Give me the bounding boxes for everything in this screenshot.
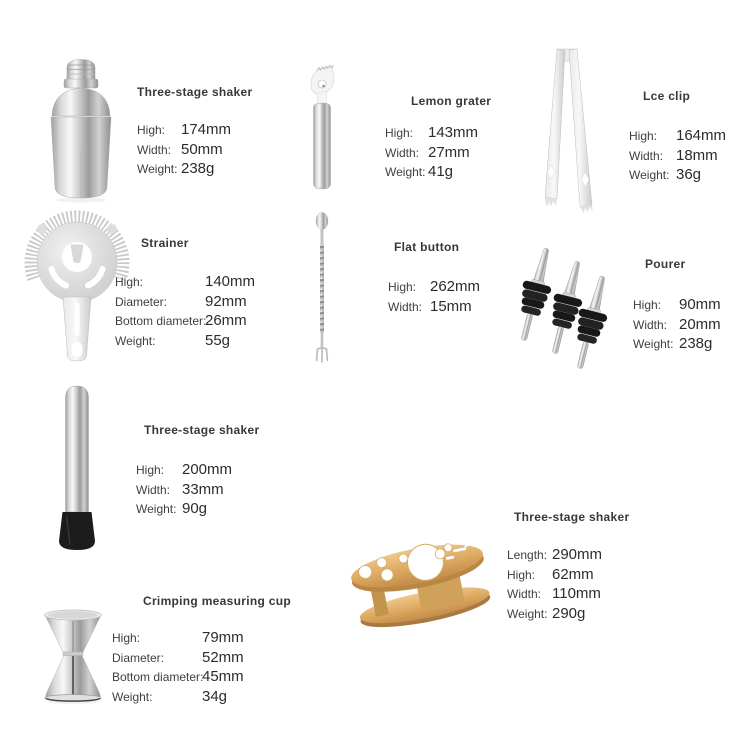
spec-row	[629, 147, 726, 164]
spec-label: Weight:	[385, 165, 426, 179]
spec-list	[385, 124, 478, 183]
spec-row	[385, 124, 478, 141]
spec-value: 27mm	[428, 143, 470, 161]
spec-value: 62mm	[552, 565, 594, 583]
spec-label: High:	[388, 280, 417, 294]
spec-label: Weight:	[629, 168, 670, 182]
spec-list	[507, 546, 602, 624]
spec-value: 52mm	[202, 648, 244, 666]
spec-label: Width:	[629, 148, 664, 163]
spec-row	[136, 500, 232, 517]
bar-spoon-image	[316, 213, 328, 363]
spec-value: 290g	[552, 604, 586, 622]
spec-row	[115, 332, 255, 349]
product-title: Three-stage shaker	[514, 510, 630, 524]
spec-row	[112, 668, 244, 685]
spec-label: Weight:	[115, 333, 156, 348]
spec-value: 50mm	[181, 140, 223, 158]
spec-value: 90mm	[679, 296, 721, 313]
spec-value: 90g	[182, 500, 208, 517]
spec-label: High:	[507, 567, 536, 582]
spec-row	[633, 296, 721, 313]
spec-label: Width:	[385, 145, 420, 160]
spec-value: 200mm	[182, 461, 233, 478]
spec-label: High:	[137, 123, 166, 137]
spec-list	[388, 278, 480, 317]
spec-label: Weight:	[112, 689, 153, 704]
spec-list	[137, 121, 231, 180]
spec-value: 55g	[205, 331, 231, 349]
spec-row	[507, 605, 602, 622]
spec-row	[137, 121, 231, 138]
spec-row	[137, 141, 231, 158]
spec-row	[633, 316, 721, 333]
spec-row	[112, 629, 244, 646]
spec-row	[115, 273, 255, 290]
spec-value: 79mm	[202, 629, 244, 646]
spec-row	[507, 546, 602, 563]
liquor-pourers-image	[510, 245, 617, 372]
spec-row	[115, 293, 255, 310]
spec-value: 41g	[428, 163, 454, 180]
spec-label: High:	[633, 298, 662, 312]
spec-label: Bottom diameter:	[112, 670, 204, 684]
spec-row	[136, 461, 232, 478]
spec-label: High:	[112, 631, 141, 645]
product-title: Crimping measuring cup	[143, 594, 291, 608]
spec-value: 174mm	[181, 121, 232, 138]
spec-label: Weight:	[137, 162, 178, 176]
spec-row	[137, 160, 231, 177]
spec-value: 92mm	[205, 292, 247, 310]
wooden-stand-image	[347, 534, 493, 635]
spec-value: 45mm	[202, 668, 244, 685]
spec-label: Weight:	[507, 606, 548, 621]
spec-value: 110mm	[552, 585, 601, 602]
spec-value: 143mm	[428, 124, 479, 141]
spec-list	[629, 127, 726, 186]
spec-label: Width:	[136, 482, 171, 497]
spec-row	[385, 163, 478, 180]
spec-value: 34g	[202, 687, 228, 705]
spec-label: Diameter:	[112, 650, 165, 665]
product-title: Lemon grater	[411, 94, 492, 108]
spec-label: Width:	[388, 299, 423, 314]
lemon-grater-image	[311, 65, 334, 189]
product-title: Lce clip	[643, 89, 691, 103]
spec-value: 20mm	[679, 315, 721, 333]
spec-value: 18mm	[676, 146, 718, 164]
spec-value: 15mm	[430, 297, 472, 315]
spec-row	[112, 688, 244, 705]
spec-label: High:	[115, 275, 144, 289]
spec-label: High:	[385, 126, 414, 140]
cocktail-shaker-image	[51, 60, 111, 203]
spec-label: Width:	[633, 317, 668, 332]
measuring-cup-image	[45, 610, 102, 704]
product-title: Flat button	[394, 240, 460, 254]
spec-row	[507, 566, 602, 583]
spec-label: High:	[629, 129, 658, 143]
spec-row	[115, 312, 255, 329]
product-title: Pourer	[645, 257, 686, 271]
spec-row	[629, 166, 726, 183]
spec-label: Width:	[507, 587, 542, 601]
spec-value: 36g	[676, 166, 702, 183]
spec-row	[385, 144, 478, 161]
product-title: Three-stage shaker	[137, 85, 253, 99]
spec-label: Width:	[137, 142, 172, 157]
spec-list	[112, 629, 244, 707]
spec-value: 238g	[679, 335, 713, 352]
product-title: Three-stage shaker	[144, 423, 260, 437]
spec-label: Length:	[507, 548, 548, 562]
spec-list	[136, 461, 232, 520]
strainer-image	[31, 217, 123, 361]
spec-value: 262mm	[430, 278, 481, 295]
spec-row	[388, 298, 480, 315]
spec-value: 238g	[181, 160, 215, 177]
spec-row	[629, 127, 726, 144]
muddler-image	[59, 386, 95, 550]
product-title: Strainer	[141, 236, 189, 250]
spec-label: Bottom diameter:	[115, 314, 207, 328]
spec-value: 26mm	[205, 312, 247, 329]
spec-list	[115, 273, 255, 351]
spec-row	[388, 278, 480, 295]
spec-label: High:	[136, 463, 165, 477]
spec-value: 164mm	[676, 127, 727, 144]
spec-value: 140mm	[205, 273, 256, 290]
spec-label: Diameter:	[115, 294, 168, 309]
spec-label: Weight:	[633, 337, 674, 351]
spec-row	[507, 585, 602, 602]
spec-value: 33mm	[182, 480, 224, 498]
spec-list	[633, 296, 721, 355]
spec-label: Weight:	[136, 502, 177, 516]
spec-row	[633, 335, 721, 352]
ice-tongs-image	[545, 49, 593, 213]
spec-row	[136, 481, 232, 498]
spec-value: 290mm	[552, 546, 603, 563]
spec-row	[112, 649, 244, 666]
